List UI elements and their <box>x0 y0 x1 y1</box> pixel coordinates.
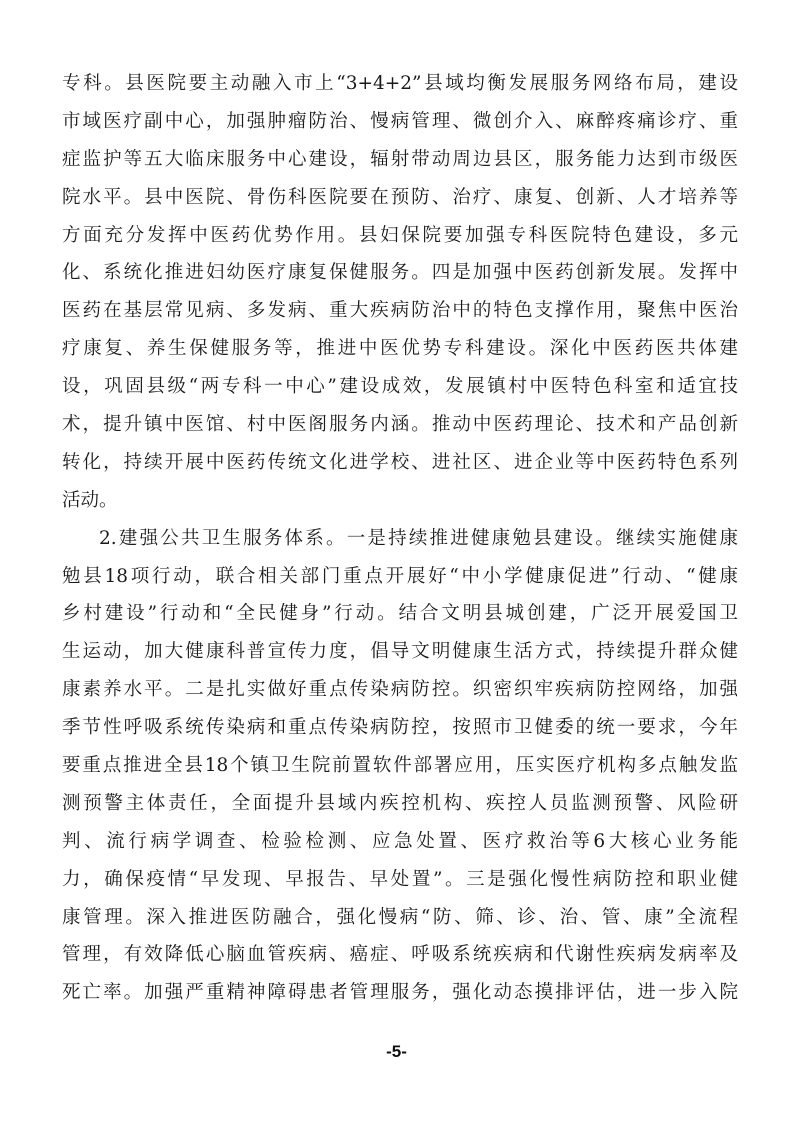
text-line: 测预警主体责任，全面提升县域内疾控机构、疾控人员监测预警、风险研 <box>62 792 738 814</box>
text-line: 院水平。县中医院、骨伤科医院要在预防、治疗、康复、创新、人才培养等 <box>62 186 738 208</box>
text-line: 方面充分发挥中医药优势作用。县妇保院要加强专科医院特色建设，多元 <box>62 224 738 246</box>
text-line: 要重点推进全县18个镇卫生院前置软件部署应用，压实医疗机构多点触发监 <box>62 755 738 777</box>
text-line: 死亡率。加强严重精神障碍患者管理服务，强化动态摸排评估，进一步入院 <box>62 982 738 1004</box>
text-line: 市域医疗副中心，加强肿瘤防治、慢病管理、微创介入、麻醉疼痛诊疗、重 <box>62 110 738 132</box>
text-line: 化、系统化推进妇幼医疗康复保健服务。四是加强中医药创新发展。发挥中 <box>62 262 738 284</box>
text-line: 管理，有效降低心脑血管疾病、癌症、呼吸系统疾病和代谢性疾病发病率及 <box>62 944 738 966</box>
text-line: 力，确保疫情“早发现、早报告、早处置”。三是强化慢性病防控和职业健 <box>62 868 738 890</box>
text-line: 症监护等五大临床服务中心建设，辐射带动周边县区，服务能力达到市级医 <box>62 148 738 170</box>
text-line: 医药在基层常见病、多发病、重大疾病防治中的特色支撑作用，聚焦中医治 <box>62 300 738 322</box>
body-text <box>62 65 738 1012</box>
text-line: 乡村建设”行动和“全民健身”行动。结合文明县城创建，广泛开展爱国卫 <box>62 603 738 625</box>
text-line: 季节性呼吸系统传染病和重点传染病防控，按照市卫健委的统一要求，今年 <box>62 717 738 739</box>
text-line: 设，巩固县级“两专科一中心”建设成效，发展镇村中医特色科室和适宜技 <box>62 376 738 398</box>
text-line: 活动。 <box>62 489 118 511</box>
text-line: 康素养水平。二是扎实做好重点传染病防控。织密织牢疾病防控网络，加强 <box>62 679 738 701</box>
text-line: 勉县18项行动，联合相关部门重点开展好“中小学健康促进”行动、“健康 <box>62 565 738 587</box>
text-line: 判、流行病学调查、检验检测、应急处置、医疗救治等6大核心业务能 <box>62 830 738 852</box>
text-line: 术，提升镇中医馆、村中医阁服务内涵。推动中医药理论、技术和产品创新 <box>62 414 738 436</box>
text-line: 转化，持续开展中医药传统文化进学校、进社区、进企业等中医药特色系列 <box>62 451 738 473</box>
section-heading-line: 2.建强公共卫生服务体系。一是持续推进健康勉县建设。继续实施健康 <box>99 527 738 549</box>
text-line: 专科。县医院要主动融入市上“3+4+2”县域均衡发展服务网络布局，建设 <box>62 73 738 94</box>
text-line: 生运动，加大健康科普宣传力度，倡导文明健康生活方式，持续提升群众健 <box>62 641 738 663</box>
text-line: 疗康复、养生保健服务等，推进中医优势专科建设。深化中医药医共体建 <box>62 338 738 360</box>
text-line: 康管理。深入推进医防融合，强化慢病“防、筛、诊、治、管、康”全流程 <box>62 906 738 928</box>
page-number: -5- <box>386 1042 407 1061</box>
